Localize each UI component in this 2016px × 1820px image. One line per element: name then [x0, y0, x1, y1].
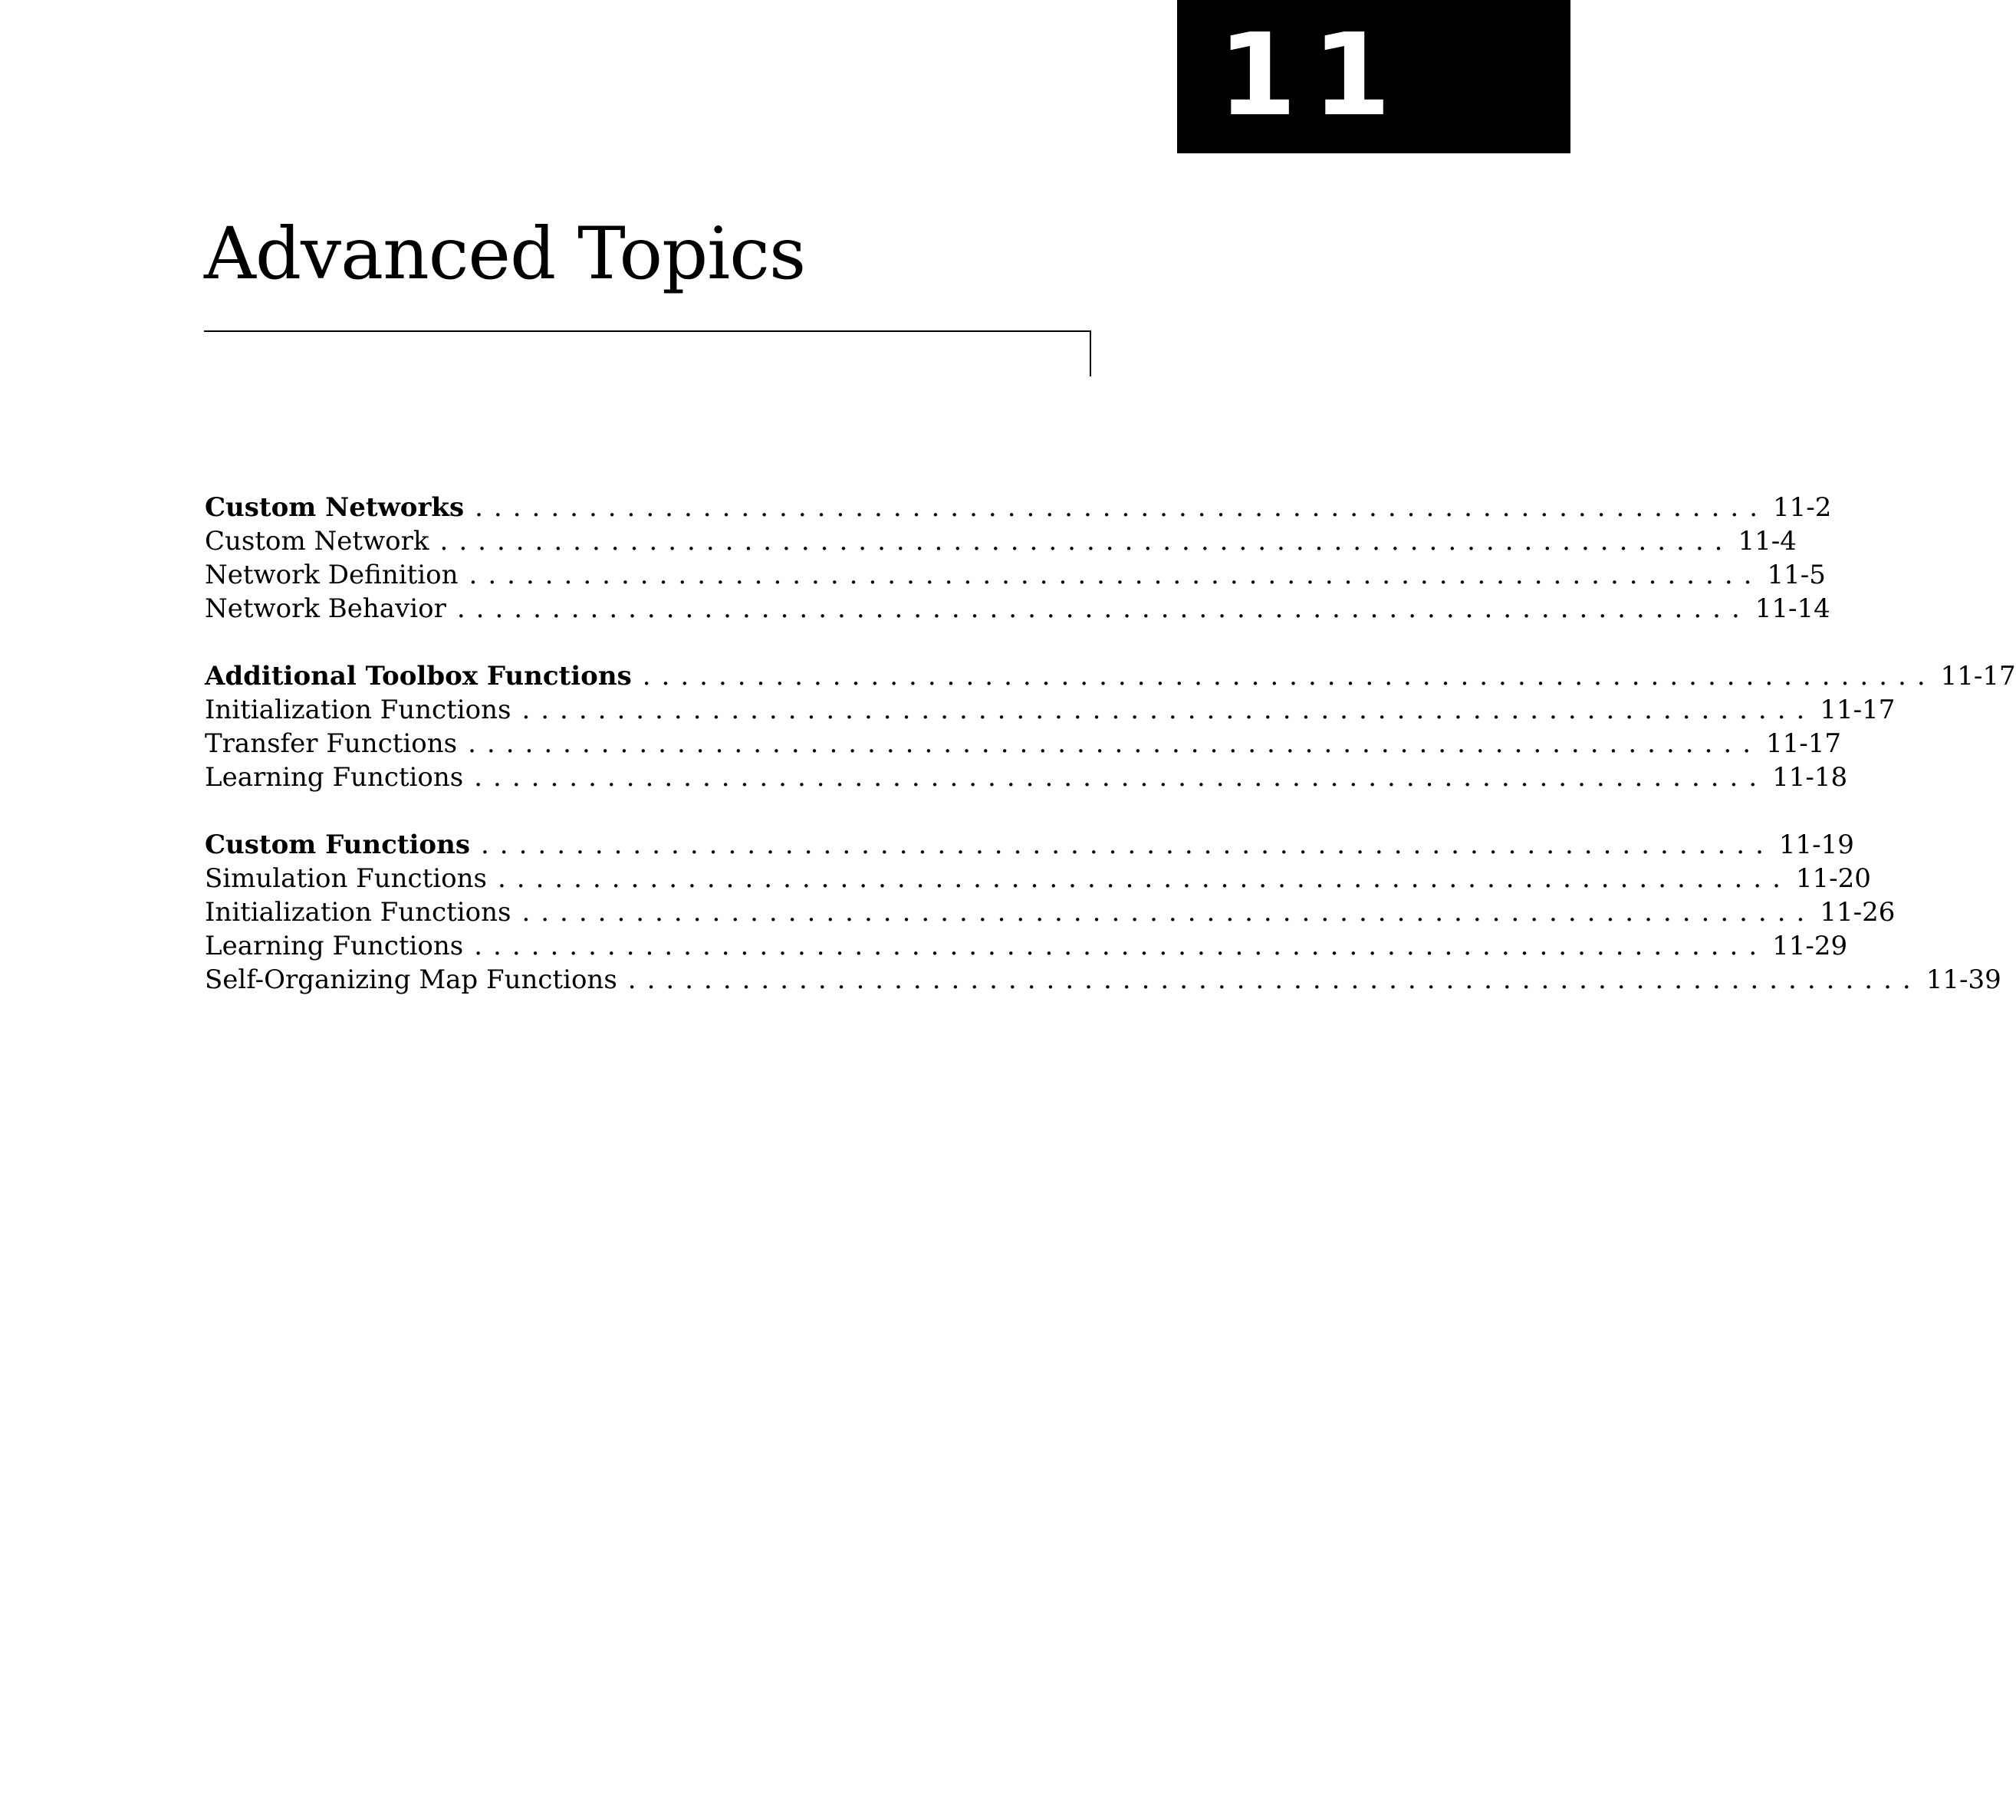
toc-entry-label: Custom Network: [205, 526, 429, 557]
toc-page-number: 11-19: [1778, 830, 1854, 860]
toc-page-number: 11-29: [1772, 931, 1848, 961]
toc-entry-label: Self-Organizing Map Functions: [205, 964, 617, 995]
title-rule-tick: [1090, 330, 1091, 376]
toc-leader-dots: ....................................................................: [521, 897, 1816, 928]
toc-page-number: 11-18: [1772, 762, 1848, 793]
toc-entry-label: Initialization Functions: [205, 695, 511, 725]
toc-entry-network-definition[interactable]: [205, 558, 1826, 592]
title-rule: [204, 330, 1091, 332]
chapter-title: Advanced Topics: [204, 212, 806, 296]
toc-page-number: 11-4: [1738, 526, 1797, 557]
toc-entry-self-organizing-map-functions[interactable]: [205, 963, 2001, 997]
toc-leader-dots: ....................................................................: [456, 593, 1751, 624]
toc-leader-dots: ....................................................................: [642, 661, 1936, 692]
toc-heading-additional-toolbox-functions[interactable]: [205, 659, 2016, 693]
toc-entry-label: Learning Functions: [205, 762, 464, 793]
toc-page-number: 11-39: [1926, 964, 2001, 995]
toc-entry-label: Network Behavior: [205, 593, 446, 624]
toc-entry-label: Learning Functions: [205, 931, 464, 961]
toc-entry-label: Initialization Functions: [205, 897, 511, 928]
toc-leader-dots: ....................................................................: [469, 560, 1763, 590]
toc-heading-custom-networks[interactable]: [205, 491, 1832, 524]
toc-heading-label: Additional Toolbox Functions: [205, 661, 632, 692]
toc-leader-dots: ....................................................................: [474, 762, 1768, 793]
toc-leader-dots: ....................................................................: [474, 931, 1768, 961]
chapter-tab: [1177, 0, 1570, 153]
toc-entry-initialization-functions[interactable]: [205, 693, 1896, 727]
toc-page-number: 11-17: [1940, 661, 2016, 692]
toc-page-number: 11-2: [1773, 492, 1832, 523]
toc-entry-custom-network[interactable]: [205, 524, 1797, 558]
toc-section-additional-toolbox-functions: [205, 659, 2016, 794]
toc-entry-network-behavior[interactable]: [205, 592, 1830, 626]
toc-page-number: 11-26: [1820, 897, 1896, 928]
toc-heading-label: Custom Networks: [205, 492, 465, 523]
toc-page-number: 11-20: [1795, 863, 1871, 894]
toc-leader-dots: ....................................................................: [521, 695, 1816, 725]
toc-entry-simulation-functions[interactable]: [205, 862, 1871, 895]
toc-leader-dots: ....................................................................: [468, 728, 1762, 759]
toc-leader-dots: ....................................................................: [480, 830, 1774, 860]
toc-page-number: 11-14: [1755, 593, 1830, 624]
toc-entry-learning-functions[interactable]: [205, 761, 1848, 794]
toc-entry-label: Transfer Functions: [205, 728, 458, 759]
table-of-contents: [205, 491, 2016, 1030]
toc-leader-dots: ....................................................................: [627, 964, 1922, 995]
chapter-number: 11: [1218, 9, 1406, 141]
toc-entry-transfer-functions[interactable]: [205, 727, 1842, 761]
toc-leader-dots: ....................................................................: [439, 526, 1734, 557]
toc-leader-dots: ....................................................................: [475, 492, 1769, 523]
toc-heading-label: Custom Functions: [205, 830, 470, 860]
toc-section-custom-functions: [205, 828, 2001, 997]
toc-page-number: 11-17: [1820, 695, 1896, 725]
toc-heading-custom-functions[interactable]: [205, 828, 1854, 862]
toc-leader-dots: ....................................................................: [497, 863, 1791, 894]
toc-entry-label: Simulation Functions: [205, 863, 487, 894]
toc-page-number: 11-5: [1767, 560, 1826, 590]
toc-page-number: 11-17: [1766, 728, 1842, 759]
toc-entry-learning-functions-2[interactable]: [205, 929, 1848, 963]
toc-section-custom-networks: [205, 491, 1832, 626]
toc-entry-initialization-functions-2[interactable]: [205, 895, 1896, 929]
toc-entry-label: Network Definition: [205, 560, 459, 590]
